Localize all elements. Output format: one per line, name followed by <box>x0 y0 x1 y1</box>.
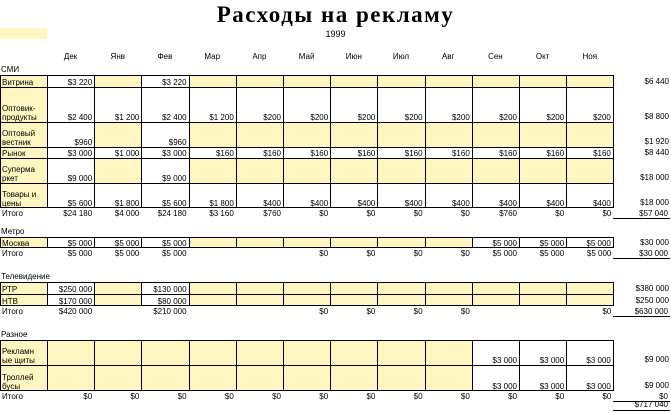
budget-cell[interactable]: $1 200 <box>94 87 141 122</box>
month-header-3: Фев <box>157 52 173 61</box>
budget-cell[interactable] <box>236 340 283 365</box>
row-total: $9 000 <box>644 355 669 364</box>
row-label-line: Рынок <box>2 149 26 158</box>
itogo-cell <box>189 307 236 317</box>
budget-cell[interactable] <box>566 282 614 294</box>
budget-cell[interactable]: $3 000 <box>566 340 614 365</box>
itogo-cell: $210 000 <box>153 307 187 316</box>
budget-cell[interactable] <box>472 294 519 306</box>
budget-cell[interactable]: $160 <box>425 147 472 158</box>
budget-cell[interactable] <box>94 365 141 391</box>
itogo-cell: $0 <box>460 307 470 316</box>
row-label <box>0 282 47 294</box>
budget-cell[interactable] <box>189 158 236 183</box>
section-total: $630 000 <box>613 307 670 317</box>
budget-cell[interactable] <box>566 122 614 147</box>
budget-cell[interactable] <box>189 365 236 391</box>
budget-cell[interactable] <box>377 282 424 294</box>
itogo-cell: $0 <box>555 209 565 218</box>
itogo-cell: $0 <box>602 307 612 316</box>
row-label <box>0 340 47 365</box>
month-header-9: Авг <box>441 52 455 61</box>
row-label-line: цены <box>2 199 22 208</box>
row-total: $1 920 <box>644 137 669 146</box>
budget-cell[interactable]: $130 000 <box>141 282 188 294</box>
budget-cell[interactable] <box>94 282 141 294</box>
itogo-cell: $5 000 <box>539 249 565 258</box>
budget-cell[interactable]: $9 000 <box>47 158 94 183</box>
itogo-cell: $0 <box>319 307 329 316</box>
row-label <box>0 237 47 248</box>
itogo-cell <box>519 307 566 317</box>
row-label-line: Москва <box>2 239 30 248</box>
row-label <box>0 147 47 158</box>
budget-cell[interactable] <box>425 340 472 365</box>
row-label-line: Троллей <box>2 373 34 382</box>
itogo-cell: $3 160 <box>209 209 234 218</box>
budget-cell[interactable] <box>377 158 424 183</box>
itogo-cell: $0 <box>177 392 187 401</box>
budget-cell[interactable] <box>566 158 614 183</box>
budget-cell[interactable]: $3 000 <box>519 340 566 365</box>
budget-cell[interactable]: $3 000 <box>472 365 519 391</box>
budget-cell[interactable]: $200 <box>519 87 566 122</box>
itogo-cell: $0 <box>508 392 517 401</box>
budget-cell[interactable]: $1 800 <box>189 183 236 208</box>
itogo-label: Итого <box>2 249 23 258</box>
row-label <box>0 122 47 147</box>
budget-cell[interactable]: $200 <box>236 87 283 122</box>
budget-cell[interactable] <box>330 340 377 365</box>
itogo-cell: $0 <box>319 392 329 401</box>
budget-cell[interactable] <box>472 75 519 87</box>
budget-cell[interactable]: $160 <box>377 147 424 158</box>
row-label <box>0 75 47 87</box>
budget-cell[interactable] <box>519 158 566 183</box>
budget-cell[interactable] <box>189 282 236 294</box>
budget-cell[interactable] <box>330 158 377 183</box>
budget-cell[interactable]: $960 <box>141 122 188 147</box>
budget-cell[interactable]: $1 200 <box>189 87 236 122</box>
itogo-cell: $0 <box>130 392 140 401</box>
itogo-cell: $0 <box>460 249 470 258</box>
budget-cell[interactable]: $5 000 <box>47 237 94 248</box>
itogo-cell: $0 <box>319 209 329 218</box>
budget-cell[interactable] <box>47 365 94 391</box>
budget-cell[interactable]: $160 <box>189 147 236 158</box>
row-label-line: продукты <box>2 113 37 122</box>
budget-cell[interactable]: $200 <box>377 87 424 122</box>
budget-cell[interactable] <box>377 122 424 147</box>
budget-cell[interactable]: $160 <box>472 147 519 158</box>
itogo-cell: $0 <box>366 307 376 316</box>
row-total: $8 440 <box>644 148 669 157</box>
itogo-cell: $0 <box>272 392 281 401</box>
itogo-label: Итого <box>2 392 23 401</box>
itogo-cell: $0 <box>602 392 612 401</box>
itogo-cell: $0 <box>460 209 470 218</box>
itogo-cell: $0 <box>224 392 234 401</box>
budget-cell[interactable]: $1 000 <box>94 147 141 158</box>
section-header: Телевидение <box>1 272 50 281</box>
budget-cell[interactable] <box>189 237 236 248</box>
budget-cell[interactable] <box>283 122 330 147</box>
page-title: Расходы на рекламу <box>216 2 455 27</box>
budget-cell[interactable] <box>94 158 141 183</box>
itogo-cell: $0 <box>413 392 423 401</box>
budget-cell[interactable]: $960 <box>47 122 94 147</box>
budget-cell[interactable]: $3 000 <box>141 147 188 158</box>
itogo-cell: $24 180 <box>63 209 93 218</box>
row-label-line: РТР <box>2 285 18 294</box>
row-label-line: ые щиты <box>2 356 35 365</box>
budget-cell[interactable] <box>566 75 614 87</box>
month-header-8: Июл <box>392 52 410 61</box>
budget-cell[interactable] <box>94 75 141 87</box>
budget-cell[interactable]: $1 800 <box>94 183 141 208</box>
itogo-cell: $760 <box>263 209 281 218</box>
itogo-cell: $0 <box>602 209 612 218</box>
budget-cell[interactable] <box>377 340 424 365</box>
section-header: Разное <box>1 330 28 339</box>
row-total: $9 000 <box>644 381 669 390</box>
row-total: $18 000 <box>640 173 669 182</box>
budget-cell[interactable] <box>377 365 424 391</box>
itogo-cell <box>189 249 236 259</box>
budget-cell[interactable]: $200 <box>283 87 330 122</box>
itogo-cell: $5 000 <box>114 249 140 258</box>
itogo-cell: $420 000 <box>58 307 93 316</box>
row-total: $6 440 <box>644 77 669 86</box>
row-label-line: Оптовик- <box>2 104 36 113</box>
budget-cell[interactable] <box>283 294 330 306</box>
year-label: 1999 <box>325 29 346 39</box>
itogo-label: Итого <box>2 307 23 316</box>
budget-cell[interactable]: $3 000 <box>566 365 614 391</box>
budget-cell[interactable]: $160 <box>330 147 377 158</box>
budget-cell[interactable]: $200 <box>425 87 472 122</box>
budget-cell[interactable]: $5 000 <box>141 237 188 248</box>
itogo-cell: $0 <box>366 392 376 401</box>
budget-cell[interactable] <box>472 282 519 294</box>
month-header-5: Апр <box>252 52 267 61</box>
budget-cell[interactable] <box>472 122 519 147</box>
budget-cell[interactable] <box>519 294 566 306</box>
row-label <box>0 294 47 306</box>
budget-cell[interactable]: $5 000 <box>94 237 141 248</box>
itogo-cell: $0 <box>413 209 423 218</box>
budget-cell[interactable] <box>47 340 94 365</box>
itogo-cell: $5 000 <box>492 249 517 258</box>
row-label <box>0 158 47 183</box>
budget-cell[interactable] <box>189 340 236 365</box>
row-total: $380 000 <box>635 284 669 293</box>
itogo-cell: $0 <box>413 307 423 316</box>
budget-cell[interactable]: $5 000 <box>566 237 614 248</box>
month-header-2: Янв <box>110 52 125 61</box>
budget-cell[interactable]: $3 000 <box>472 340 519 365</box>
budget-cell[interactable] <box>236 282 283 294</box>
budget-cell[interactable] <box>283 340 330 365</box>
budget-cell[interactable] <box>141 365 188 391</box>
month-header-6: Май <box>298 52 315 61</box>
itogo-cell: $5 000 <box>67 249 93 258</box>
budget-cell[interactable] <box>425 365 472 391</box>
row-label-line: Витрина <box>2 78 34 87</box>
row-label-line: НТВ <box>2 297 18 306</box>
itogo-cell: $0 <box>413 249 423 258</box>
row-label-line: ркет <box>2 174 18 183</box>
budget-cell[interactable] <box>330 365 377 391</box>
month-header-10: Сен <box>488 52 503 61</box>
budget-cell[interactable]: $160 <box>283 147 330 158</box>
budget-cell[interactable]: $3 220 <box>47 75 94 87</box>
section-total: $30 000 <box>613 249 670 259</box>
budget-cell[interactable] <box>425 158 472 183</box>
budget-cell[interactable] <box>94 340 141 365</box>
row-total: $8 800 <box>644 112 669 121</box>
row-label-line: Суперма <box>2 165 35 174</box>
month-header-1: Дек <box>63 52 78 61</box>
budget-cell[interactable] <box>425 122 472 147</box>
section-header: Метро <box>1 227 25 236</box>
budget-cell[interactable]: $400 <box>519 183 566 208</box>
month-header-7: Июн <box>345 52 362 61</box>
budget-cell[interactable]: $400 <box>236 183 283 208</box>
budget-cell[interactable] <box>377 294 424 306</box>
budget-cell[interactable] <box>283 158 330 183</box>
budget-cell[interactable]: $3 220 <box>141 75 188 87</box>
row-total: $250 000 <box>635 296 669 305</box>
itogo-cell <box>94 307 141 317</box>
budget-cell[interactable] <box>141 340 188 365</box>
budget-cell[interactable]: $400 <box>283 183 330 208</box>
budget-cell[interactable]: $400 <box>377 183 424 208</box>
month-header-4: Мар <box>204 52 221 61</box>
budget-cell[interactable]: $2 400 <box>141 87 188 122</box>
itogo-cell: $0 <box>555 392 565 401</box>
budget-cell[interactable] <box>519 75 566 87</box>
budget-cell[interactable]: $5 000 <box>472 237 519 248</box>
month-header-12: Ноя <box>582 52 598 61</box>
itogo-label: Итого <box>2 209 23 218</box>
budget-cell[interactable] <box>189 75 236 87</box>
itogo-cell: $760 <box>499 209 517 218</box>
row-label-line: Рекламн <box>2 347 35 356</box>
budget-cell[interactable] <box>519 122 566 147</box>
budget-cell[interactable]: $200 <box>566 87 614 122</box>
budget-cell[interactable] <box>236 237 283 248</box>
budget-cell[interactable] <box>425 237 472 248</box>
budget-cell[interactable]: $400 <box>566 183 614 208</box>
month-header-11: Окт <box>535 52 550 61</box>
row-total: $30 000 <box>640 238 669 247</box>
row-label-line: Оптовый <box>2 129 36 138</box>
budget-cell[interactable]: $200 <box>330 87 377 122</box>
budget-cell[interactable] <box>189 294 236 306</box>
budget-cell[interactable] <box>330 282 377 294</box>
budget-cell[interactable]: $3 000 <box>47 147 94 158</box>
itogo-cell <box>236 307 283 317</box>
budget-cell[interactable] <box>236 75 283 87</box>
itogo-cell: $5 000 <box>586 249 612 258</box>
itogo-cell: $5 000 <box>162 249 187 258</box>
budget-cell[interactable] <box>425 282 472 294</box>
budget-cell[interactable] <box>566 294 614 306</box>
budget-cell[interactable]: $5 600 <box>47 183 94 208</box>
itogo-cell: $0 <box>366 249 376 258</box>
budget-cell[interactable]: $250 000 <box>47 282 94 294</box>
budget-cell[interactable] <box>283 75 330 87</box>
row-label <box>0 87 47 122</box>
budget-cell[interactable] <box>330 294 377 306</box>
section-total: $57 040 <box>613 209 670 219</box>
row-label-line: Товары и <box>2 190 37 199</box>
budget-cell[interactable] <box>283 365 330 391</box>
budget-cell[interactable] <box>377 75 424 87</box>
budget-cell[interactable] <box>236 365 283 391</box>
row-total: $18 000 <box>640 198 669 207</box>
budget-cell[interactable]: $3 000 <box>519 365 566 391</box>
budget-cell[interactable]: $9 000 <box>141 158 188 183</box>
budget-cell[interactable] <box>377 237 424 248</box>
itogo-cell <box>236 249 283 259</box>
budget-cell[interactable] <box>189 122 236 147</box>
itogo-cell: $0 <box>366 209 376 218</box>
budget-cell[interactable] <box>425 294 472 306</box>
budget-cell[interactable]: $5 000 <box>519 237 566 248</box>
budget-cell[interactable] <box>236 158 283 183</box>
budget-cell[interactable] <box>330 237 377 248</box>
section-total: $0 <box>613 392 670 402</box>
grand-total: $717 040 <box>613 400 670 411</box>
budget-cell[interactable] <box>472 158 519 183</box>
budget-cell[interactable]: $2 400 <box>47 87 94 122</box>
budget-cell[interactable] <box>94 294 141 306</box>
row-label-line: вестник <box>2 138 31 147</box>
budget-cell[interactable] <box>330 122 377 147</box>
budget-cell[interactable]: $400 <box>472 183 519 208</box>
budget-cell[interactable]: $160 <box>519 147 566 158</box>
budget-cell[interactable]: $170 000 <box>47 294 94 306</box>
budget-cell[interactable]: $160 <box>236 147 283 158</box>
itogo-cell: $0 <box>460 392 470 401</box>
row-label <box>0 365 47 391</box>
budget-cell[interactable]: $5 600 <box>141 183 188 208</box>
budget-cell[interactable] <box>236 122 283 147</box>
budget-cell[interactable]: $160 <box>566 147 614 158</box>
itogo-cell: $24 180 <box>157 209 187 218</box>
budget-cell[interactable]: $80 000 <box>141 294 188 306</box>
itogo-cell: $0 <box>319 249 329 258</box>
budget-cell[interactable] <box>236 294 283 306</box>
itogo-cell: $0 <box>83 392 93 401</box>
itogo-cell: $4 000 <box>114 209 140 218</box>
budget-cell[interactable] <box>425 75 472 87</box>
budget-cell[interactable] <box>283 282 330 294</box>
section-header: СМИ <box>1 65 20 74</box>
budget-cell[interactable] <box>330 75 377 87</box>
row-label <box>0 183 47 208</box>
budget-cell[interactable] <box>283 237 330 248</box>
budget-cell[interactable]: $400 <box>425 183 472 208</box>
row-label-line: бусы <box>2 382 21 391</box>
budget-cell[interactable]: $400 <box>330 183 377 208</box>
budget-cell[interactable]: $200 <box>472 87 519 122</box>
budget-cell[interactable] <box>519 282 566 294</box>
budget-cell[interactable] <box>94 122 141 147</box>
itogo-cell <box>472 307 519 317</box>
